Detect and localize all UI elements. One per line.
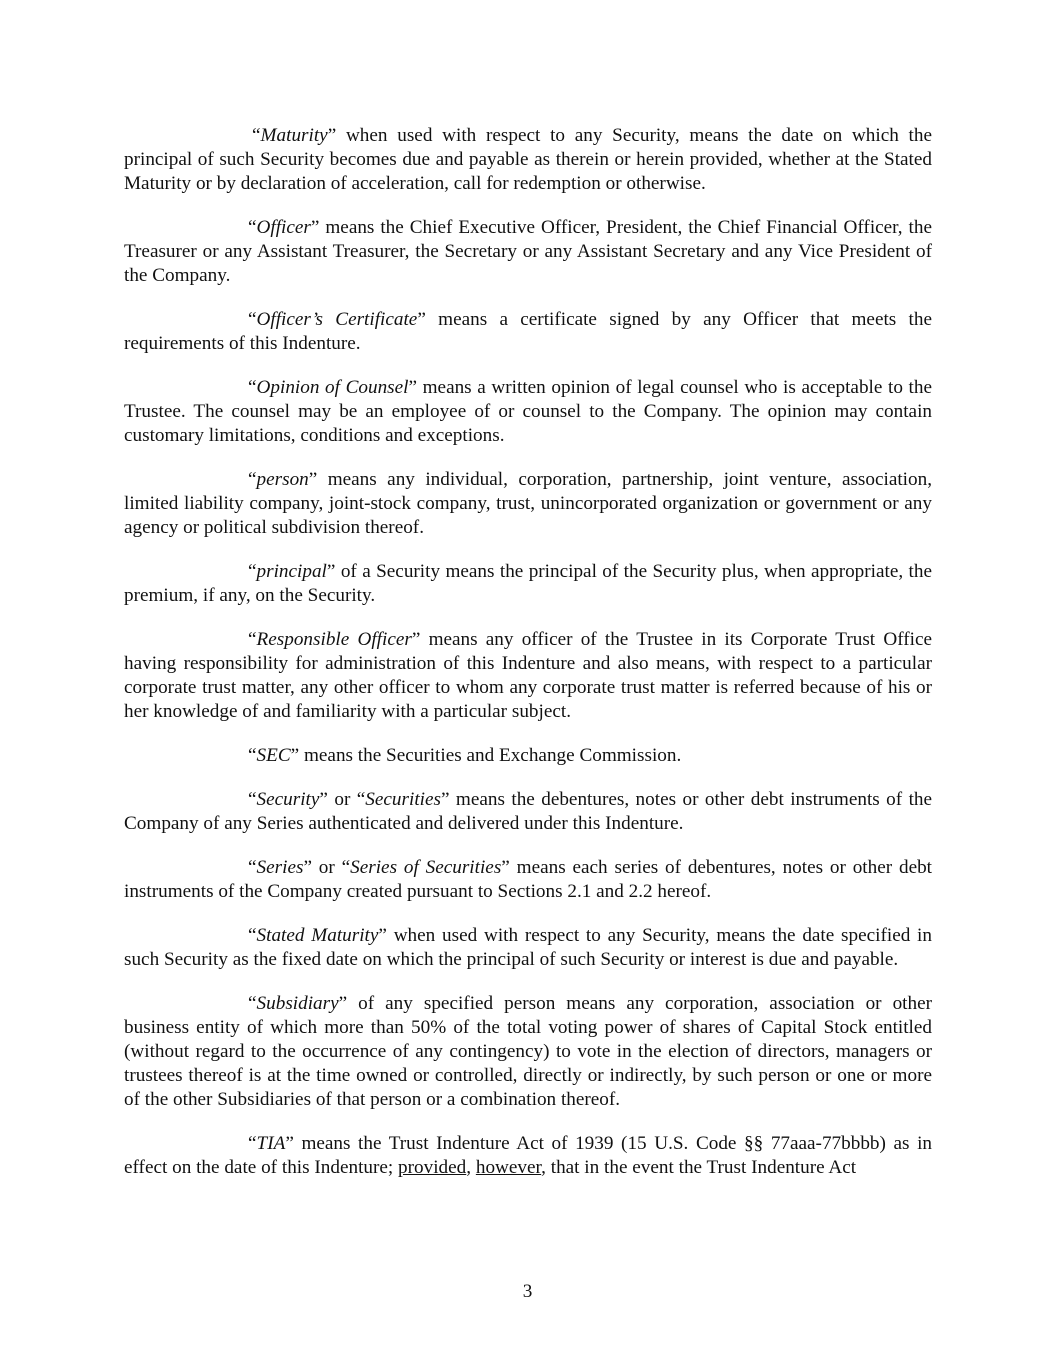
definition-officer (124, 216, 932, 288)
page-number: 3 (522, 1281, 533, 1302)
definition-person (124, 468, 932, 540)
definition-text: means the Trust Indenture Act of 1939 (15 U.S. Code §§ 77aaa-77bbbb) as in effect on the date of this Indenture; (124, 1133, 932, 1178)
close-quote: ” (308, 469, 318, 490)
definition-text: means a certificate signed by any Officer that meets the requirements of this Indenture. (124, 309, 932, 354)
defined-term: Officer (256, 217, 311, 238)
close-quote: ” (319, 789, 328, 810)
open-quote: “ (248, 993, 257, 1014)
close-quote: ” (440, 789, 450, 810)
definition-stated-maturity (124, 924, 932, 972)
underlined-provided: provided (398, 1157, 467, 1178)
definition-tia (124, 1132, 932, 1180)
definitions-body (124, 124, 932, 1200)
term-connector: or “ (327, 789, 366, 810)
separator: , (466, 1157, 476, 1178)
definition-series (124, 856, 932, 904)
open-quote: “ (248, 217, 257, 238)
close-quote: ” (327, 125, 337, 146)
defined-term: SEC (256, 745, 291, 766)
definition-text: when used with respect to any Security, means the date on which the principal of such Security becomes due and payable as therein or herein provided, whether at the Stated Maturity or by declaration of acceleration, call for redemption or otherwise. (124, 125, 932, 194)
close-quote: ” (378, 925, 387, 946)
open-quote: “ (248, 745, 257, 766)
definition-security (124, 788, 932, 836)
definition-officers-certificate (124, 308, 932, 356)
underlined-however: however (475, 1157, 542, 1178)
definition-responsible-officer (124, 628, 932, 724)
defined-term: Responsible Officer (256, 629, 412, 650)
definition-text: means the Securities and Exchange Commission. (299, 745, 682, 766)
defined-term: Subsidiary (256, 993, 339, 1014)
close-quote: ” (303, 857, 312, 878)
definition-text: of any specified person means any corporation, association or other business entity of which more than 50% of the total voting power of shares of Capital Stock entitled (without regard to the occurrence of any contingency) to vote in the election of directors, managers or trustees thereof is at the time owned or controlled, directly or indirectly, by such person or one or more of the other Subsidiaries of that person or a combination thereof. (124, 993, 932, 1110)
definition-text: means the debentures, notes or other debt instruments of the Company of any Series authenticated and delivered under this Indenture. (124, 789, 933, 834)
definition-text: means each series of debentures, notes or other debt instruments of the Company created pursuant to Sections 2.1 and 2.2 hereof. (124, 857, 933, 902)
close-quote: ” (417, 309, 426, 330)
defined-term: Maturity (260, 125, 328, 146)
defined-term: principal (256, 561, 327, 582)
definition-subsidiary (124, 992, 932, 1112)
defined-term: person (256, 469, 309, 490)
close-quote: ” (326, 561, 336, 582)
defined-term-alternate: Securities (365, 789, 441, 810)
close-quote: ” (290, 745, 300, 766)
close-quote: ” (408, 377, 418, 398)
definition-text: means the Chief Executive Officer, President, the Chief Financial Officer, the Treasurer or any Assistant Treasurer, the Secretary or any Assistant Secretary and any Vice President of the Company. (124, 217, 932, 286)
close-quote: ” (338, 993, 348, 1014)
open-quote: “ (252, 125, 261, 146)
defined-term: Series (256, 857, 304, 878)
definition-opinion-of-counsel (124, 376, 932, 448)
definition-maturity (124, 124, 932, 196)
defined-term: Security (256, 789, 320, 810)
definition-text: means a written opinion of legal counsel who is acceptable to the Trustee. The counsel may be an employee of or counsel to the Company. The opinion may contain customary limitations, conditions and exceptions. (124, 377, 932, 446)
definition-text: of a Security means the principal of the Security plus, when appropriate, the premium, if any, on the Security. (124, 561, 932, 606)
open-quote: “ (248, 377, 257, 398)
definition-text: means any individual, corporation, partnership, joint venture, association, limited liability company, joint-stock company, trust, unincorporated organization or government or any agency or political subdivision thereof. (124, 469, 932, 538)
definition-text: when used with respect to any Security, means the date specified in such Security as the fixed date on which the principal of such Security or interest is due and payable. (124, 925, 932, 970)
open-quote: “ (248, 469, 257, 490)
defined-term-alternate: Series of Securities (350, 857, 502, 878)
definition-sec (124, 744, 932, 768)
defined-term: Stated Maturity (256, 925, 379, 946)
close-quote: ” (411, 629, 421, 650)
open-quote: “ (248, 309, 257, 330)
defined-term: Opinion of Counsel (256, 377, 409, 398)
defined-term: Officer’s Certificate (256, 309, 418, 330)
close-quote: ” (501, 857, 510, 878)
open-quote: “ (248, 789, 257, 810)
open-quote: “ (248, 629, 257, 650)
open-quote: “ (248, 925, 257, 946)
definition-principal (124, 560, 932, 608)
close-quote: ” (285, 1133, 294, 1154)
definition-text: means any officer of the Trustee in its Corporate Trust Office having responsibility for administration of this Indenture and also means, with respect to a particular corporate trust matter, any other officer to whom any corporate trust matter is referred because of his or her knowledge of and familiarity with a particular subject. (124, 629, 932, 722)
definition-text-tail: , that in the event the Trust Indenture Act (541, 1157, 857, 1178)
open-quote: “ (248, 561, 257, 582)
open-quote: “ (248, 1133, 257, 1154)
term-connector: or “ (311, 857, 351, 878)
defined-term: TIA (256, 1133, 286, 1154)
open-quote: “ (248, 857, 257, 878)
close-quote: ” (310, 217, 320, 238)
